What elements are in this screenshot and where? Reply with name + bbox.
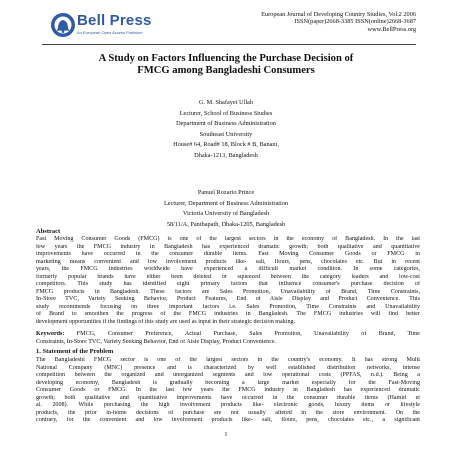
- bell-press-logo-icon: [50, 12, 76, 38]
- author-institution: Southeast University: [199, 130, 253, 138]
- text-line: products, the prior in-home decisions of purchase are not usually altered in the store environment. On the: [36, 409, 420, 416]
- author-address: House# 64, Road# 18, Block # B, Banani,: [173, 141, 279, 149]
- keywords-text: FMCG, Consumer Preference, Actual Purchase, Sales Promotion, Unavailability of Brand, Time: [64, 331, 420, 337]
- author-department: Department of Business Administration: [176, 120, 276, 128]
- author-block-1: [120, 98, 332, 162]
- journal-title: European Journal of Developing Country Studies, Vol.2 2006: [261, 11, 416, 18]
- text-line: contrary, for the convenient and low involvement products like- salt, flours, pens, chocolates etc., a significant: [36, 417, 420, 424]
- text-line: of Brand to smoothen the progress of the FMCG industries in Bangladesh. The FMCG industries will find better: [36, 311, 420, 318]
- section-text: [36, 357, 420, 425]
- text-line: FMCG products in Bangladesh. These factors are Sales Promotion, Unavailability of Brand, Time Constraints,: [36, 288, 420, 295]
- text-line: al. 2008). While purchasing the high involvement products like- electronic goods, luxury items or lifestyle: [36, 402, 420, 409]
- abstract-text: [36, 236, 420, 327]
- text-line: few years the FMCG industry in Bangladesh has experienced dramatic growth; both qualitative and quantitative: [36, 243, 420, 250]
- author-name: Panuel Rozario Prince: [197, 189, 255, 196]
- text-line: years, the FMCG industries worldwide have experienced a difficult market condition. In some categories,: [36, 266, 420, 273]
- text-line: The Bangladeshi FMCG sector is one of the largest sectors in the country's economy. It has strong Multi: [36, 357, 420, 363]
- author-position: Lecturer, Department of Business Administration: [163, 199, 289, 207]
- journal-url: www.BellPress.org: [367, 25, 416, 33]
- section-heading: 1. Statement of the Problem: [36, 348, 114, 355]
- text-line: competition between the organized and unorganized segments and low operational costs (PPFAS, n.d.). Being a: [36, 372, 420, 379]
- text-line: development opportunities if the findings of this study are used as input in their strategic decision making.: [36, 319, 296, 326]
- publisher-logo: [50, 10, 165, 42]
- text-line: study recommends focusing on three important factors i.e. Sales Promotion, Time Constraints and Unavailability: [36, 303, 420, 310]
- text-line: Fast Moving Consumer Goods (FMCG) is one of the largest sectors in the economy of Bangladesh. In the last: [36, 236, 420, 242]
- text-line: improvements have occurred in the consumer durable items. Fast Moving Consumer Goods or FMCG in: [36, 251, 420, 258]
- abstract-heading: Abstract: [36, 228, 61, 235]
- header-rule: [42, 44, 416, 45]
- title-line: FMCG among Bangladeshi Consumers: [137, 64, 315, 76]
- text-line: competitors. This study has identified eight primary factors that influence consumer's purchase decision of: [36, 281, 420, 288]
- keywords-line: Constraints, In-Store TVC, Variety Seeking Behavior, End of Aisle Display, Product Convenience.: [36, 338, 277, 345]
- logo-name: Bell Press: [77, 12, 152, 29]
- text-line: formerly popular brands have either been deleted or squeezed between the category leaders and low-cost: [36, 273, 420, 280]
- author-name: G. M. Shafayet Ullah: [198, 99, 254, 106]
- title-line: A Study on Factors Influencing the Purchase Decision of: [98, 53, 354, 64]
- author-block-2: [120, 188, 332, 230]
- page-number: 1: [224, 431, 228, 438]
- text-line: National Company (MNC) presence and is characterized by well established distribution networks, intense: [36, 364, 420, 371]
- journal-issn: ISSN(paper)2668-3385 ISSN(online)2668-3687: [294, 18, 416, 26]
- journal-info: [196, 11, 416, 33]
- text-line: developing economy, Bangladesh is gradually becoming a large market especially for the Fast-Moving: [36, 379, 420, 386]
- author-address: 58/11/A, Panthapath, Dhaka-1205, Bangladesh: [166, 220, 286, 228]
- author-institution: Victoria University of Bangladesh: [182, 210, 270, 218]
- logo-tagline: An European Open Access Publisher: [77, 30, 143, 35]
- author-city: Dhaka-1213, Bangladesh: [194, 151, 258, 159]
- text-line: Consumer Goods or FMCG. In the last few years the FMCG industry in Bangladesh has experienced dramatic: [36, 387, 420, 394]
- text-line: marketing means convenient and low involvement products like- salt, flours, pens, chocolates etc. But in recent: [36, 258, 420, 265]
- keywords: [36, 331, 420, 346]
- text-line: In-Store TVC, Variety Seeking Behavior, Product Features, End of Aisle Display and Product Convenience. This: [36, 296, 420, 303]
- keywords-label: Keywords:: [36, 331, 65, 337]
- paper-title: [60, 53, 392, 76]
- author-position: Lecturer, School of Business Studies: [179, 109, 273, 117]
- keywords-line: [36, 331, 420, 339]
- text-line: growth; both qualitative and quantitative improvements have occurred in the consumer durable items (Hamid et: [36, 394, 420, 401]
